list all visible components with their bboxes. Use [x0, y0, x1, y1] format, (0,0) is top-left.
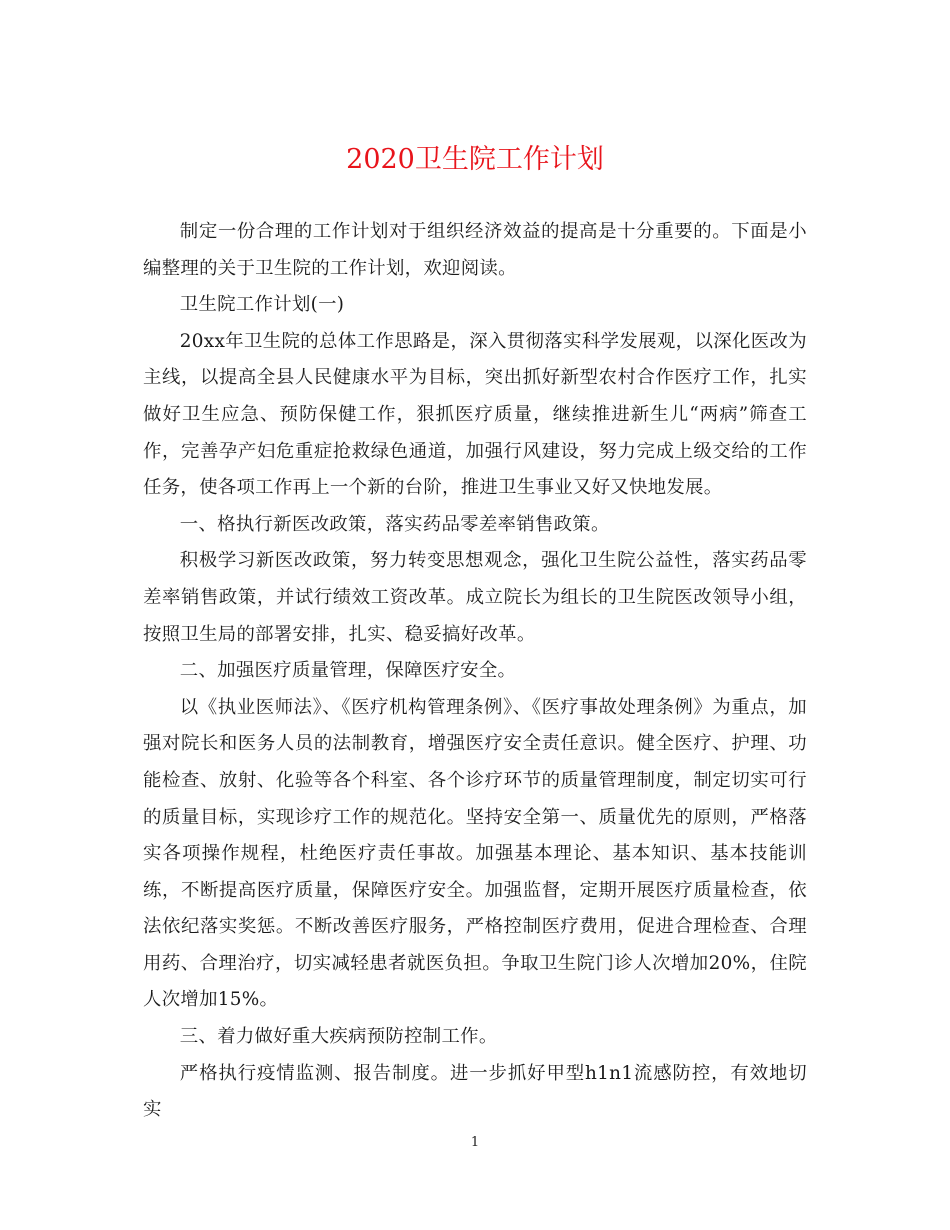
- reform-paragraph: 积极学习新医改政策，努力转变思想观念，强化卫生院公益性，落实药品零差率销售政策，并试行绩效工资改革。成立院长为组长的卫生院医改领导小组，按照卫生局的部署安排，扎实、稳妥搞好改革。: [143, 550, 807, 645]
- document-title: 2020卫生院工作计划: [346, 144, 604, 175]
- overall-approach-paragraph: 20xx年卫生院的总体工作思路是，深入贯彻落实科学发展观，以深化医改为主线，以提高全县人民健康水平为目标，突出抓好新型农村合作医疗工作，扎实做好卫生应急、预防保健工作，狠抓医疗质量，继续推进新生儿“两病”筛查工作，完善孕产妇危重症抢救绿色通道，加强行风建设，努力完成上级交给的工作任务，使各项工作再上一个新的台阶，推进卫生事业又好又快地发展。: [143, 330, 807, 499]
- section-heading-two: 二、加强医疗质量管理，保障医疗安全。: [179, 660, 517, 682]
- section-heading-plan-one: 卫生院工作计划(一): [179, 294, 345, 316]
- disease-control-paragraph: 严格执行疫情监测、报告制度。进一步抓好甲型h1n1流感防控，有效地切实: [143, 1062, 807, 1121]
- section-heading-three: 三、着力做好重大疾病预防控制工作。: [179, 1026, 498, 1048]
- quality-management-paragraph: 以《执业医师法》、《医疗机构管理条例》、《医疗事故处理条例》为重点，加强对院长和医务人员的法制教育，增强医疗安全责任意识。健全医疗、护理、功能检查、放射、化验等各个科室、各个诊疗环节的质量管理制度，制定切实可行的质量目标，实现诊疗工作的规范化。坚持安全第一、质量优先的原则，严格落实各项操作规程，杜绝医疗责任事故。加强基本理论、基本知识、基本技能训练，不断提高医疗质量，保障医疗安全。加强监督，定期开展医疗质量检查，依法依纪落实奖惩。不断改善医疗服务，严格控制医疗费用，促进合理检查、合理用药、合理治疗，切实减轻患者就医负担。争取卫生院门诊人次增加20%，住院人次增加15%。: [143, 696, 807, 1011]
- intro-paragraph: 制定一份合理的工作计划对于组织经济效益的提高是十分重要的。下面是小编整理的关于卫生院的工作计划，欢迎阅读。: [143, 221, 807, 279]
- document-body: [143, 214, 807, 1129]
- section-heading-one: 一、格执行新医改政策，落实药品零差率销售政策。: [179, 513, 610, 535]
- page-number: 1: [470, 1135, 480, 1150]
